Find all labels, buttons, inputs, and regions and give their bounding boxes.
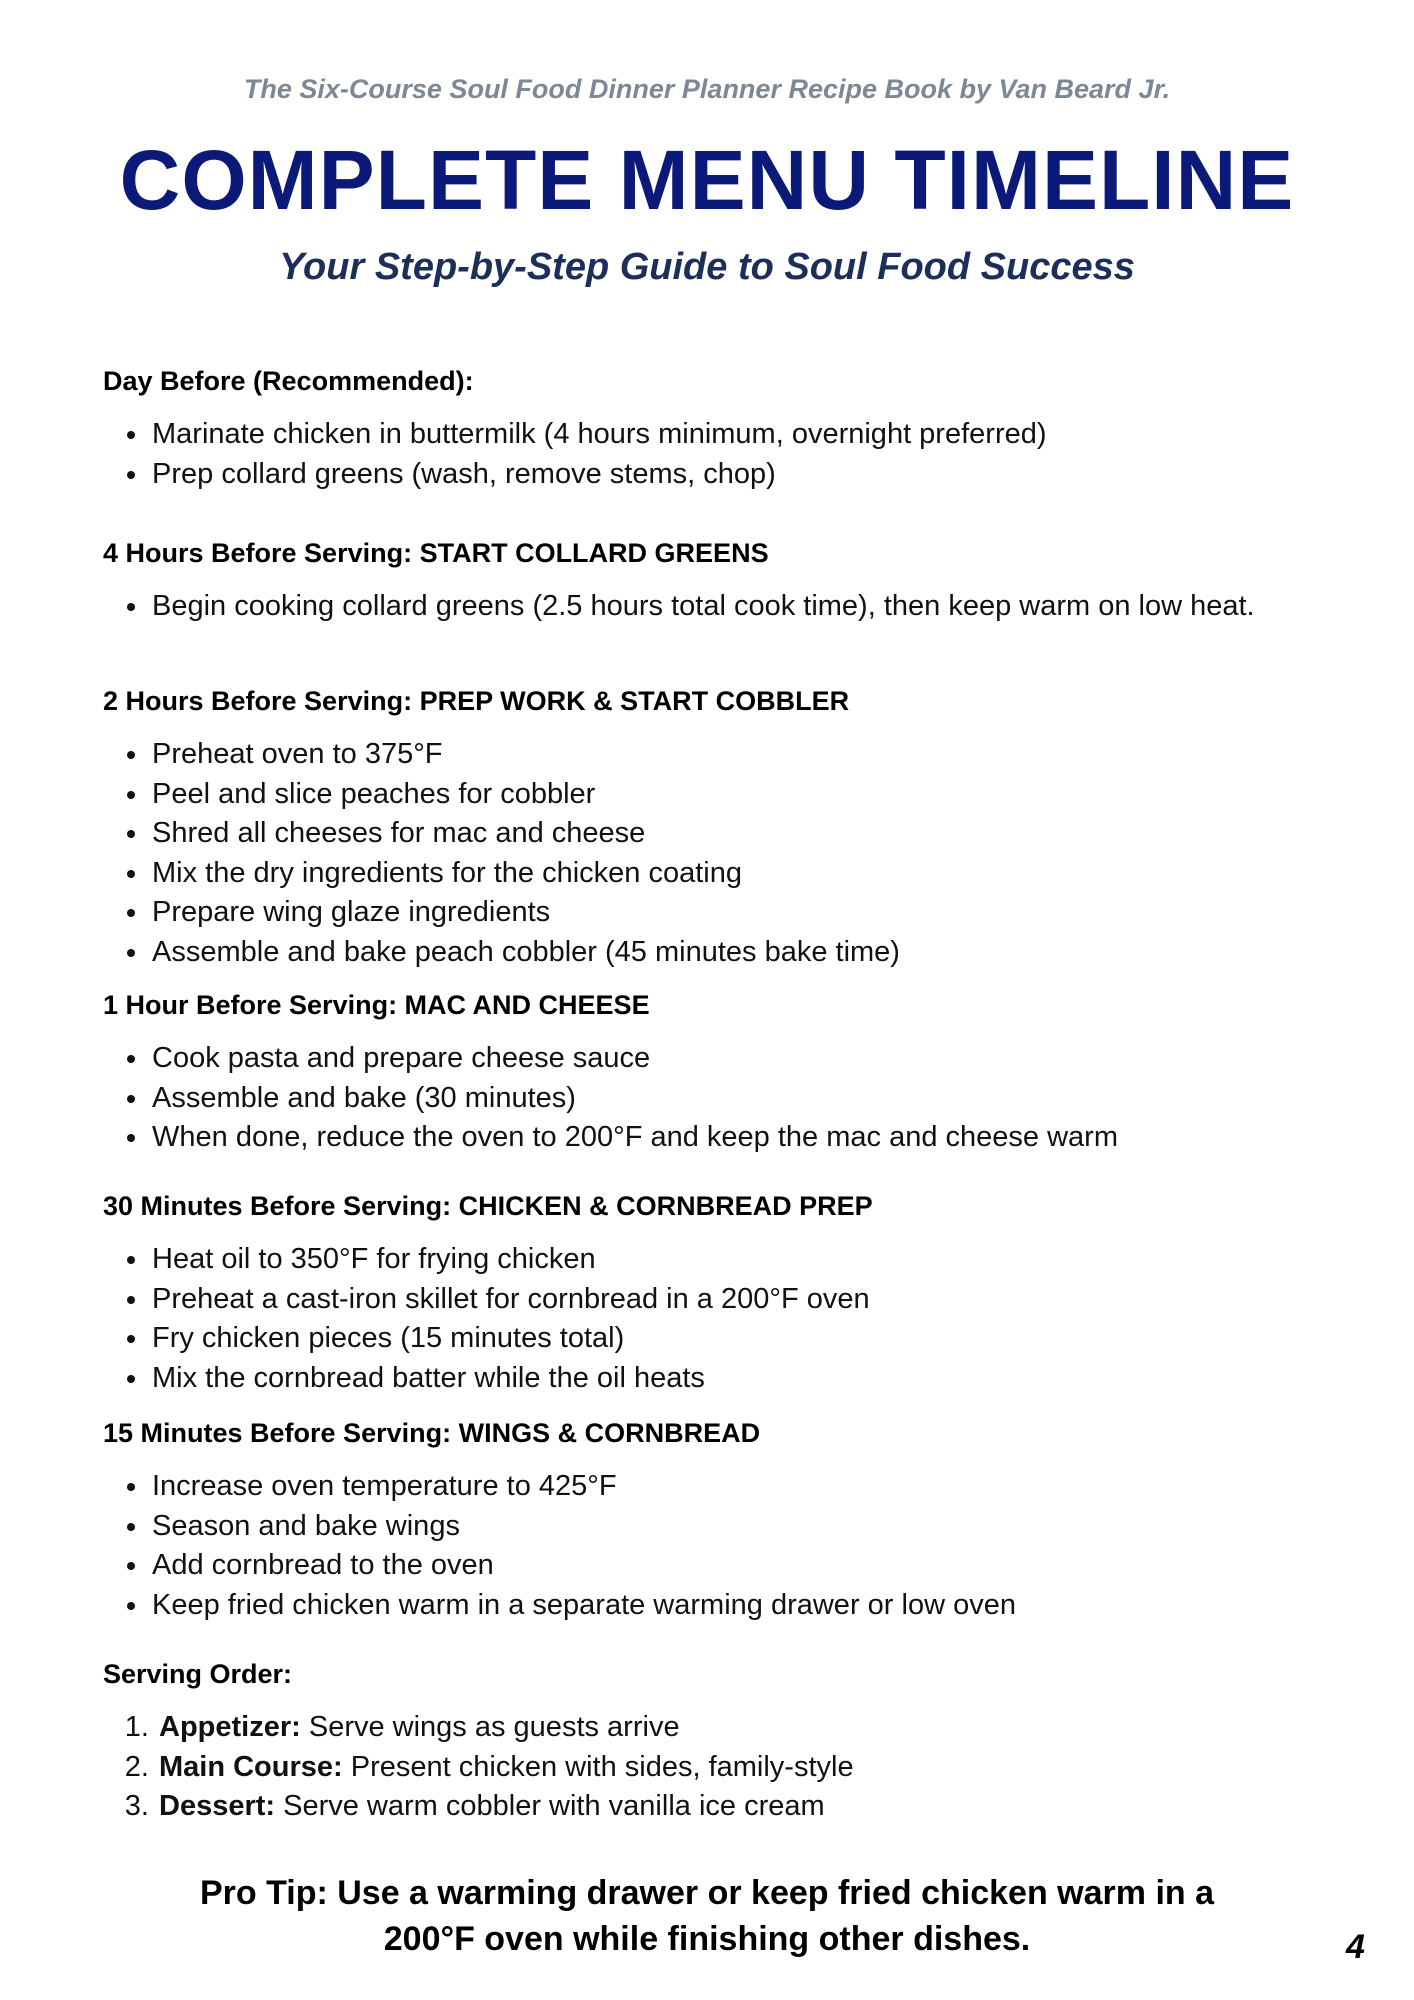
list-item: • Assemble and bake (30 minutes): [150, 1079, 1323, 1119]
book-title: The Six-Course Soul Food Dinner Planner Recipe Book by Van Beard Jr.: [243, 74, 1171, 104]
course-label: Dessert:: [159, 1790, 276, 1822]
list-item: • Keep fried chicken warm in a separate warming drawer or low oven: [150, 1586, 1323, 1626]
section-30-minutes: [103, 1188, 1323, 1398]
task-list: [103, 1467, 1323, 1625]
list-item: • When done, reduce the oven to 200°F and keep the mac and cheese warm: [150, 1118, 1323, 1158]
section-heading: 15 Minutes Before Serving: WINGS & CORNBREAD: [103, 1418, 761, 1448]
section-heading: 2 Hours Before Serving: PREP WORK & START COBBLER: [103, 686, 850, 716]
list-item: • Fry chicken pieces (15 minutes total): [150, 1319, 1323, 1359]
section-heading: 1 Hour Before Serving: MAC AND CHEESE: [103, 990, 650, 1020]
list-item: • Peel and slice peaches for cobbler: [150, 775, 1323, 815]
course-text: Serve warm cobbler with vanilla ice cream: [275, 1790, 825, 1822]
list-item: • Add cornbread to the oven: [150, 1546, 1323, 1586]
list-item: • Preheat a cast-iron skillet for cornbread in a 200°F oven: [150, 1280, 1323, 1320]
list-item: • Mix the cornbread batter while the oil heats: [150, 1359, 1323, 1399]
course-text: Serve wings as guests arrive: [300, 1711, 680, 1743]
section-15-minutes: [103, 1415, 1323, 1625]
section-heading: Serving Order:: [103, 1659, 293, 1689]
task-list: [103, 415, 1323, 494]
list-item: • Begin cooking collard greens (2.5 hours total cook time), then keep warm on low heat.: [150, 587, 1323, 627]
task-list: [103, 587, 1323, 627]
section-1-hour: [103, 987, 1323, 1158]
list-item: • Shred all cheeses for mac and cheese: [150, 814, 1323, 854]
serving-order-list: [103, 1708, 1323, 1827]
section-serving-order: [103, 1656, 1323, 1827]
task-list: [103, 1039, 1323, 1158]
section-4-hours: [103, 535, 1323, 627]
list-item: • Assemble and bake peach cobbler (45 minutes bake time): [150, 933, 1323, 973]
list-item: • Mix the dry ingredients for the chicken coating: [150, 854, 1323, 894]
list-item: • Marinate chicken in buttermilk (4 hours minimum, overnight preferred): [150, 415, 1323, 455]
list-item: • Cook pasta and prepare cheese sauce: [150, 1039, 1323, 1079]
section-heading: Day Before (Recommended):: [103, 366, 474, 396]
list-item: [157, 1708, 1323, 1748]
task-list: [103, 735, 1323, 972]
section-day-before: [103, 363, 1323, 494]
tagline: Your Step-by-Step Guide to Soul Food Success: [279, 246, 1135, 288]
course-text: Present chicken with sides, family-style: [342, 1750, 854, 1783]
pro-tip: Pro Tip: Use a warming drawer or keep fried chicken warm in a 200°F oven while finishing other dishes.: [199, 1874, 1215, 1958]
course-label: Appetizer:: [159, 1711, 301, 1743]
page-title: COMPLETE MENU TIMELINE: [119, 133, 1295, 227]
list-item: • Season and bake wings: [150, 1507, 1323, 1547]
section-heading: 4 Hours Before Serving: START COLLARD GREENS: [103, 538, 769, 568]
section-2-hours: [103, 683, 1323, 972]
list-item: • Preheat oven to 375°F: [150, 735, 1323, 775]
page-number: 4: [1346, 1928, 1365, 1966]
list-item: [157, 1748, 1323, 1788]
list-item: • Heat oil to 350°F for frying chicken: [150, 1240, 1323, 1280]
list-item: [157, 1787, 1323, 1827]
section-heading: 30 Minutes Before Serving: CHICKEN & CORNBREAD PREP: [103, 1191, 873, 1221]
course-label: Main Course:: [159, 1750, 343, 1783]
list-item: • Increase oven temperature to 425°F: [150, 1467, 1323, 1507]
task-list: [103, 1240, 1323, 1398]
list-item: • Prep collard greens (wash, remove stems, chop): [150, 455, 1323, 495]
list-item: • Prepare wing glaze ingredients: [150, 893, 1323, 933]
